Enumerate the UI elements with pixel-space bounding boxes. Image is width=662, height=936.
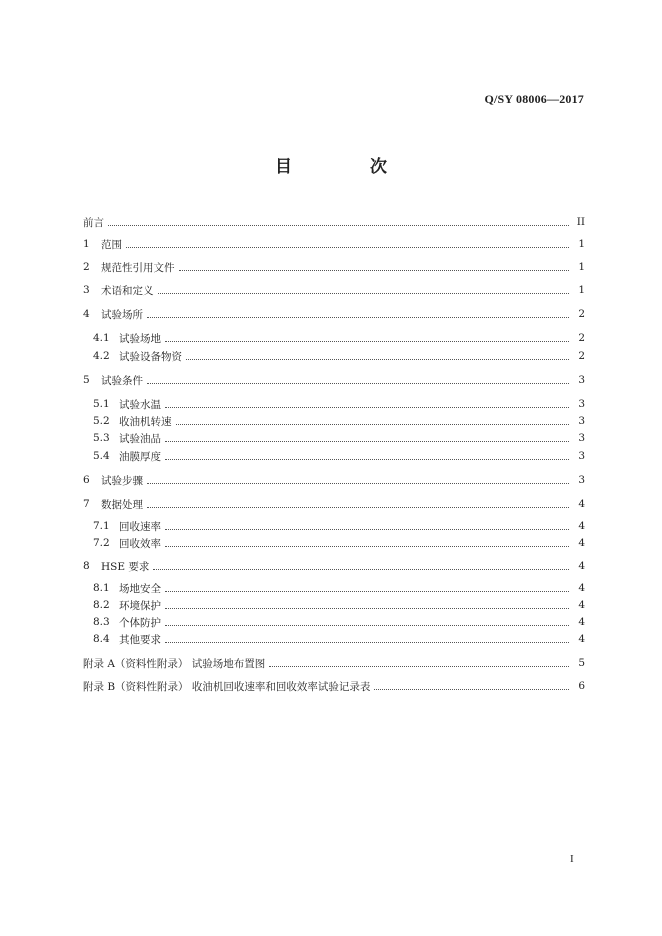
dot-leader xyxy=(147,482,569,484)
toc-entry-number: 5.1 xyxy=(93,398,110,410)
toc-entry[interactable] xyxy=(93,580,585,596)
toc-entry-number: 2 xyxy=(83,261,90,273)
toc-entry-number: 8.1 xyxy=(93,582,110,594)
dot-leader xyxy=(269,665,569,667)
dot-leader xyxy=(147,382,569,384)
toc-entry-number: 8 xyxy=(83,560,90,572)
toc-entry-page: 4 xyxy=(578,616,585,628)
dot-leader xyxy=(158,292,570,294)
toc-entry-page: 1 xyxy=(578,261,585,273)
toc-entry-number: 7.2 xyxy=(93,537,110,549)
dot-leader xyxy=(165,528,569,530)
toc-entry-page: 3 xyxy=(578,474,585,486)
toc-entry-page: 4 xyxy=(578,537,585,549)
toc-entry-page: 3 xyxy=(578,398,585,410)
dot-leader xyxy=(147,506,569,508)
toc-entry[interactable] xyxy=(83,678,585,694)
dot-leader xyxy=(165,590,569,592)
toc-entry[interactable] xyxy=(83,282,585,298)
toc-entry-number: 5.2 xyxy=(93,415,110,427)
toc-entry-label: 试验油品 xyxy=(119,432,161,445)
toc-entry[interactable] xyxy=(93,330,585,346)
toc-entry-label: 数据处理 xyxy=(101,498,143,511)
toc-entry-label: 试验步骤 xyxy=(101,474,143,487)
toc-entry-number: 8.3 xyxy=(93,616,110,628)
toc-entry-label: 试验场地 xyxy=(119,332,161,345)
toc-entry-label: 试验场所 xyxy=(101,308,143,321)
toc-entry-page: 4 xyxy=(578,498,585,510)
toc-entry[interactable] xyxy=(93,413,585,429)
toc-entry-number: 4.2 xyxy=(93,350,110,362)
toc-entry-number: 1 xyxy=(83,238,90,250)
toc-entry-label: 术语和定义 xyxy=(101,284,154,297)
dot-leader xyxy=(165,624,569,626)
toc-entry-page: 3 xyxy=(578,432,585,444)
toc-entry-label: 规范性引用文件 xyxy=(101,261,175,274)
toc-entry-page: 5 xyxy=(578,657,585,669)
toc-entry-page: 6 xyxy=(578,680,585,692)
toc-entry-number: 5.3 xyxy=(93,432,110,444)
toc-entry-label: 环境保护 xyxy=(119,599,161,612)
toc-entry-page: 2 xyxy=(578,308,585,320)
dot-leader xyxy=(165,641,569,643)
toc-entry-page: 4 xyxy=(578,633,585,645)
toc-entry-label: 附录 A（资料性附录） 试验场地布置图 xyxy=(83,657,266,670)
toc-entry[interactable] xyxy=(93,348,585,364)
dot-leader xyxy=(176,423,570,425)
toc-entry-number: 8.2 xyxy=(93,599,110,611)
dot-leader xyxy=(126,246,569,248)
toc-entry-label: 试验设备物资 xyxy=(119,350,182,363)
dot-leader xyxy=(165,545,569,547)
dot-leader xyxy=(186,358,569,360)
toc-entry[interactable] xyxy=(83,558,585,574)
toc-entry-page: 3 xyxy=(578,415,585,427)
toc-entry-page: 4 xyxy=(578,520,585,532)
toc-entry-label: 前言 xyxy=(83,216,104,229)
toc-entry[interactable] xyxy=(93,448,585,464)
toc-entry-label: 试验水温 xyxy=(119,398,161,411)
toc-entry[interactable] xyxy=(83,259,585,275)
toc-entry-label: 回收效率 xyxy=(119,537,161,550)
toc-entry[interactable] xyxy=(93,430,585,446)
dot-leader xyxy=(147,316,569,318)
toc-entry[interactable] xyxy=(83,372,585,388)
toc-entry-page: 3 xyxy=(578,374,585,386)
toc-entry-number: 5.4 xyxy=(93,450,110,462)
toc-entry-page: 4 xyxy=(578,599,585,611)
toc-entry-label: 附录 B（资料性附录） 收油机回收速率和回收效率试验记录表 xyxy=(83,680,371,693)
toc-entry-number: 3 xyxy=(83,284,90,296)
toc-entry[interactable] xyxy=(83,306,585,322)
toc-entry[interactable] xyxy=(93,597,585,613)
dot-leader xyxy=(165,607,569,609)
toc-entry[interactable] xyxy=(93,396,585,412)
toc-entry-page: 4 xyxy=(578,582,585,594)
toc-entry-label: 其他要求 xyxy=(119,633,161,646)
toc-entry[interactable] xyxy=(83,214,585,230)
toc-entry-page: 4 xyxy=(578,560,585,572)
toc-entry-label: 范围 xyxy=(101,238,122,251)
toc-entry-number: 4.1 xyxy=(93,332,110,344)
toc-entry[interactable] xyxy=(93,535,585,551)
toc-entry-page: 1 xyxy=(578,284,585,296)
toc-entry-page: 1 xyxy=(578,238,585,250)
toc-entry[interactable] xyxy=(83,472,585,488)
toc-entry-number: 6 xyxy=(83,474,90,486)
dot-leader xyxy=(374,688,569,690)
page-title: 目 次 xyxy=(275,157,423,177)
toc-entry[interactable] xyxy=(93,518,585,534)
dot-leader xyxy=(165,340,569,342)
standard-code: Q/SY 08006—2017 xyxy=(484,92,584,106)
toc-entry-number: 8.4 xyxy=(93,633,110,645)
toc-entry-label: 场地安全 xyxy=(119,582,161,595)
dot-leader xyxy=(165,440,569,442)
toc-entry[interactable] xyxy=(93,614,585,630)
toc-entry-label: HSE 要求 xyxy=(101,560,150,573)
toc-entry-page: II xyxy=(576,216,585,228)
toc-entry-label: 试验条件 xyxy=(101,374,143,387)
dot-leader xyxy=(165,458,569,460)
toc-entry-number: 5 xyxy=(83,374,90,386)
page-number: I xyxy=(570,853,574,865)
toc-entry-number: 7 xyxy=(83,498,90,510)
dot-leader xyxy=(108,224,569,226)
toc-entry[interactable] xyxy=(83,496,585,512)
toc-entry[interactable] xyxy=(83,655,585,671)
toc-entry[interactable] xyxy=(93,631,585,647)
toc-entry[interactable] xyxy=(83,236,585,252)
toc-entry-label: 油膜厚度 xyxy=(119,450,161,463)
toc-entry-page: 3 xyxy=(578,450,585,462)
toc-entry-label: 回收速率 xyxy=(119,520,161,533)
toc-entry-label: 个体防护 xyxy=(119,616,161,629)
dot-leader xyxy=(179,269,570,271)
dot-leader xyxy=(153,568,569,570)
toc-entry-number: 4 xyxy=(83,308,90,320)
dot-leader xyxy=(165,406,569,408)
toc-entry-page: 2 xyxy=(578,350,585,362)
toc-entry-page: 2 xyxy=(578,332,585,344)
toc-entry-number: 7.1 xyxy=(93,520,110,532)
toc-entry-label: 收油机转速 xyxy=(119,415,172,428)
